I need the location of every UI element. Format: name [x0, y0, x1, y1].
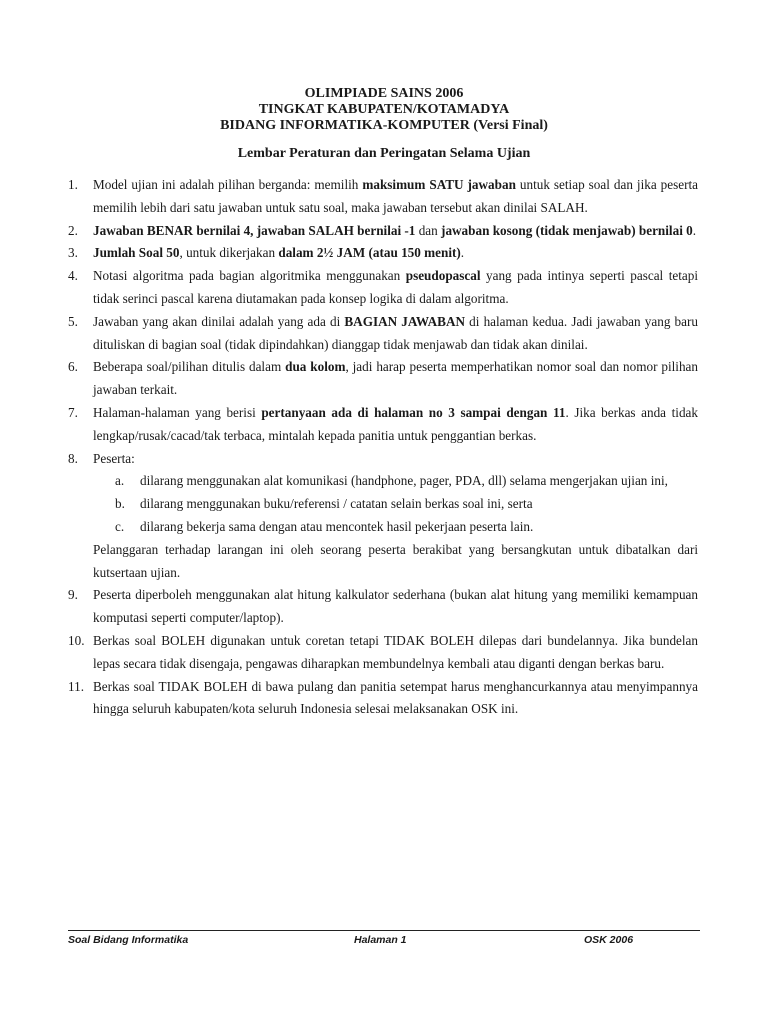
rule-number: 4. [68, 268, 78, 284]
footer-divider [68, 930, 700, 931]
rule-text-segment: dan [415, 222, 442, 238]
sub-rule-label: b. [115, 496, 125, 512]
rule-item [68, 311, 698, 357]
rule-text [93, 265, 698, 311]
rule-emphasis: BAGIAN JAWABAN [344, 313, 466, 329]
sub-rule-item [93, 516, 698, 539]
footer-subject: Soal Bidang Informatika [68, 934, 189, 946]
footer-page-number: Halaman 1 [354, 934, 407, 946]
header-line-1: OLIMPIADE SAINS 2006 [304, 86, 464, 101]
rule-item [68, 356, 698, 402]
rule-text [93, 174, 698, 220]
header-line-3: BIDANG INFORMATIKA-KOMPUTER (Versi Final) [220, 118, 548, 133]
rule-emphasis: Jawaban BENAR bernilai 4, jawaban SALAH bernilai -1 [93, 222, 416, 238]
sub-rule-label: a. [115, 473, 125, 489]
rule-text-segment: , untuk dikerjakan [179, 245, 279, 261]
rule-number: 1. [68, 177, 78, 192]
rule-emphasis: maksimum SATU jawaban [362, 177, 516, 192]
rule-number: 8. [68, 450, 78, 466]
rule-text-segment: yang pada intinya seperti pascal tetapi tidak serinci pascal karena diutamakan pada konsep logika di dalam algoritma. [93, 268, 698, 306]
rule-item [68, 584, 698, 630]
rule-number: 11. [68, 678, 84, 694]
rule-text [93, 448, 698, 471]
rule-note: Pelanggaran terhadap larangan ini oleh seorang peserta berakibat yang bersangkutan untuk dibatalkan dari kutsertaan ujian. [93, 541, 698, 580]
rule-item [68, 402, 698, 448]
rule-text-segment: Berkas soal BOLEH digunakan untuk coretan tetapi TIDAK BOLEH dilepas dari bundelannya. Jika bundelan lepas secara tidak disengaja, pengawas diharapkan membundelnya kembali atau diganti dengan berkas baru. [93, 632, 698, 671]
sub-rule-text: dilarang menggunakan alat komunikasi (handphone, pager, PDA, dll) selama mengerjakan ujian ini, [140, 473, 668, 489]
rule-text-segment: Notasi algoritma pada bagian algoritmika menggunakan [93, 268, 406, 284]
rule-emphasis: jawaban kosong (tidak menjawab) bernilai 0 [441, 222, 693, 238]
rule-number: 9. [68, 587, 78, 603]
sub-rule-item [93, 493, 698, 516]
rule-number: 3. [68, 245, 78, 261]
rule-item [68, 220, 698, 243]
rule-text-segment: , jadi harap peserta memperhatikan nomor soal dan nomor pilihan jawaban terkait. [93, 359, 699, 398]
sub-rule-list [93, 470, 698, 538]
rule-text-segment: di halaman kedua. Jadi jawaban yang baru dituliskan di bagian soal (tidak dipindahkan) dianggap tidak menjawab dan tidak akan dinilai. [93, 313, 698, 352]
rule-emphasis: Jumlah Soal 50 [93, 245, 180, 261]
rule-text [93, 242, 698, 265]
rule-item [68, 265, 698, 311]
rule-emphasis: pseudopascal [405, 268, 481, 284]
rule-text [93, 402, 698, 448]
sub-rule-text: dilarang bekerja sama dengan atau mencontek hasil pekerjaan peserta lain. [140, 518, 534, 534]
rule-item [68, 630, 698, 676]
rule-text [93, 311, 698, 357]
rule-number: 5. [68, 313, 78, 329]
sub-rule-text: dilarang menggunakan buku/referensi / catatan selain berkas soal ini, serta [140, 496, 533, 512]
rule-text-segment: untuk setiap soal dan jika peserta memilih lebih dari satu jawaban untuk satu soal, maka jawaban tersebut akan dinilai SALAH. [93, 177, 699, 215]
rule-text-segment: . Jika berkas anda tidak lengkap/rusak/cacad/tak terbaca, mintalah kepada panitia untuk penggantian berkas. [93, 404, 698, 443]
rule-text-segment: Jawaban yang akan dinilai adalah yang ada di [93, 313, 345, 329]
rule-item [68, 676, 698, 722]
rule-number: 10. [68, 632, 85, 648]
rule-emphasis: pertanyaan ada di halaman no 3 sampai dengan 11 [261, 404, 566, 420]
rule-text-segment: Berkas soal TIDAK BOLEH di bawa pulang dan panitia setempat harus menghancurkannya atau menyimpannya hingga seluruh kabupaten/kota seluruh Indonesia selesai melaksanakan OSK ini. [93, 678, 698, 717]
rule-emphasis: dua kolom [285, 359, 346, 375]
rule-text-segment: . [692, 222, 697, 238]
header-line-2: TINGKAT KABUPATEN/KOTAMADYA [258, 102, 510, 117]
rule-text-segment: Peserta: [93, 450, 135, 466]
rule-number: 6. [68, 359, 78, 375]
rule-emphasis: dalam 2½ JAM (atau 150 menit) [278, 245, 461, 261]
rule-text-segment: . [460, 245, 465, 261]
rule-text [93, 630, 698, 676]
footer-exam-code: OSK 2006 [584, 934, 634, 946]
page-footer [68, 933, 700, 947]
sub-rule-item [93, 470, 698, 493]
rule-text-segment: Halaman-halaman yang berisi [93, 404, 262, 420]
rule-text [93, 220, 698, 243]
rule-item [68, 174, 698, 220]
sub-rule-label: c. [115, 518, 125, 534]
rule-text-segment: Peserta diperboleh menggunakan alat hitung kalkulator sederhana (bukan alat hitung yang memiliki kemampuan komputasi seperti computer/laptop). [93, 587, 698, 626]
rule-item [68, 448, 698, 585]
rule-text [93, 584, 698, 630]
document-subtitle: Lembar Peraturan dan Peringatan Selama Ujian [237, 146, 531, 161]
rule-text [93, 356, 698, 402]
document-header [0, 86, 768, 134]
rules-list [68, 174, 698, 721]
rule-text [93, 676, 698, 722]
rule-number: 2. [68, 222, 78, 238]
rule-text-segment: Beberapa soal/pilihan ditulis dalam [93, 359, 286, 375]
rule-item [68, 242, 698, 265]
rule-number: 7. [68, 404, 78, 420]
rule-text-segment: Model ujian ini adalah pilihan berganda: memilih [93, 177, 363, 192]
